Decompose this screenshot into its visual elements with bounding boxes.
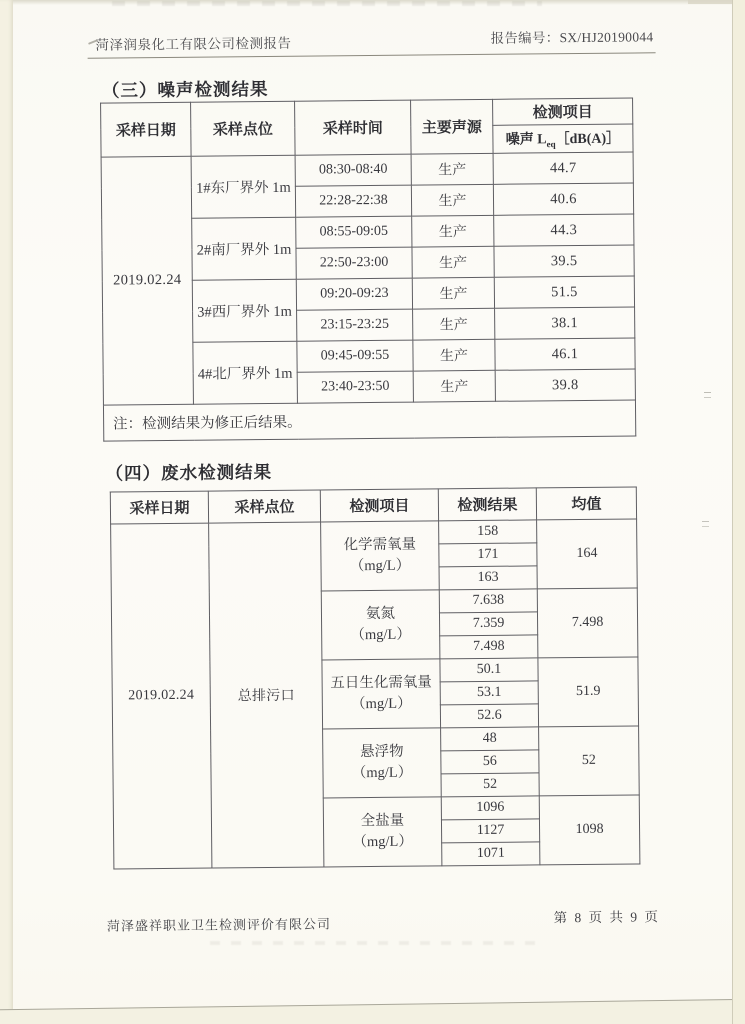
result-cell: 1096 (441, 796, 539, 820)
mean-cell: 164 (537, 519, 638, 589)
result-cell: 1127 (441, 819, 539, 843)
item-unit: （mg/L） (351, 764, 413, 782)
source-cell: 生产 (412, 277, 494, 309)
item-cell (321, 590, 440, 660)
item-unit: （mg/L） (349, 557, 411, 575)
header-test-result: 检测结果 (438, 488, 536, 521)
location-cell: 4#北厂界外 1m (193, 341, 298, 404)
result-cell: 7.359 (439, 612, 537, 636)
time-cell: 23:15-23:25 (297, 309, 413, 341)
table-header-row (110, 487, 636, 524)
wastewater-results-table (110, 486, 641, 869)
mean-cell: 7.498 (537, 588, 638, 658)
source-cell: 生产 (412, 215, 494, 247)
header-sample-time: 采样时间 (295, 100, 412, 155)
scan-edge-right (732, 0, 745, 1024)
item-name: 化学需氧量 (343, 536, 417, 554)
header-sample-date: 采样日期 (101, 102, 192, 157)
header-test-item: 检测项目 (493, 98, 633, 125)
time-cell: 23:40-23:50 (297, 371, 413, 403)
item-cell (323, 728, 442, 798)
source-cell: 生产 (411, 184, 493, 216)
table-row (111, 519, 637, 547)
location-cell: 3#西厂界外 1m (192, 279, 297, 342)
header-test-item: 检测项目 (320, 489, 438, 522)
location-cell: 1#东厂界外 1m (191, 155, 296, 218)
header-sample-date: 采样日期 (110, 491, 208, 524)
source-cell: 生产 (411, 153, 493, 185)
time-cell: 22:50-23:00 (296, 247, 412, 279)
noise-unit-pre: 噪声 L (505, 132, 547, 148)
result-cell: 52.6 (440, 704, 538, 728)
time-cell: 09:45-09:55 (297, 340, 413, 372)
noise-results-table (100, 97, 636, 441)
table-note-row (103, 400, 635, 441)
header-main-source: 主要声源 (411, 99, 494, 154)
result-cell: 7.498 (440, 635, 538, 659)
result-cell: 7.638 (439, 589, 537, 613)
value-cell: 51.5 (494, 276, 634, 308)
value-cell: 40.6 (493, 183, 633, 215)
result-cell: 48 (441, 727, 539, 751)
result-cell: 158 (439, 520, 537, 544)
item-name: 悬浮物 (359, 743, 404, 761)
result-cell: 56 (441, 750, 539, 774)
result-cell: 50.1 (440, 658, 538, 682)
noise-unit-post: ［dB(A)］ (555, 131, 621, 148)
value-cell: 46.1 (495, 338, 635, 370)
footer-company: 菏泽盛祥职业卫生检测评价有限公司 (106, 916, 332, 934)
header-sample-location: 采样点位 (208, 490, 320, 523)
mean-cell: 51.9 (538, 657, 639, 727)
footer-page-number: 第 8 页 共 9 页 (553, 909, 660, 926)
noise-section-title: （三）噪声检测结果 (101, 78, 269, 101)
result-cell: 53.1 (440, 681, 538, 705)
result-cell: 171 (439, 543, 537, 567)
result-cell: 1071 (442, 842, 540, 866)
document-header (87, 27, 655, 58)
value-cell: 38.1 (495, 307, 635, 339)
source-cell: 生产 (413, 339, 495, 371)
item-unit: （mg/L） (352, 833, 413, 851)
time-cell: 09:20-09:23 (296, 278, 412, 310)
item-unit: （mg/L） (351, 695, 412, 713)
time-cell: 08:30-08:40 (295, 154, 411, 186)
item-cell (321, 521, 440, 591)
location-cell: 2#南厂界外 1m (192, 217, 297, 280)
header-company-title: 菏泽润泉化工有限公司检测报告 (95, 35, 292, 53)
item-name: 氨氮 (365, 605, 396, 623)
value-cell: 39.5 (494, 245, 634, 277)
source-cell: 生产 (412, 246, 494, 278)
source-cell: 生产 (413, 308, 495, 340)
item-name: 全盐量 (360, 812, 405, 830)
note-cell: 注：检测结果为修正后结果。 (103, 400, 635, 441)
value-cell: 44.7 (493, 152, 633, 184)
item-name: 五日生化需氧量 (330, 674, 432, 692)
noise-unit-sub: eq (546, 139, 556, 150)
value-cell: 44.3 (494, 214, 634, 246)
result-cell: 52 (441, 773, 539, 797)
mean-cell: 1098 (539, 795, 640, 865)
sample-date-cell: 2019.02.24 (111, 523, 212, 869)
sample-date-cell: 2019.02.24 (101, 156, 193, 405)
wastewater-section-title: （四）废水检测结果 (105, 461, 273, 484)
time-cell: 22:28-22:38 (295, 185, 411, 217)
item-unit: （mg/L） (350, 626, 411, 644)
item-cell (322, 659, 441, 729)
item-cell (323, 797, 442, 867)
header-sample-location: 采样点位 (191, 101, 296, 156)
result-cell: 163 (439, 566, 537, 590)
source-cell: 生产 (413, 370, 495, 402)
value-cell: 39.8 (495, 369, 635, 401)
header-noise-unit (493, 124, 633, 153)
time-cell: 08:55-09:05 (296, 216, 412, 248)
report-number: 报告编号：SX/HJ20190044 (490, 29, 654, 46)
table-row (101, 152, 633, 188)
header-mean: 均值 (536, 487, 636, 520)
mean-cell: 52 (539, 726, 640, 796)
location-cell: 总排污口 (209, 522, 324, 868)
